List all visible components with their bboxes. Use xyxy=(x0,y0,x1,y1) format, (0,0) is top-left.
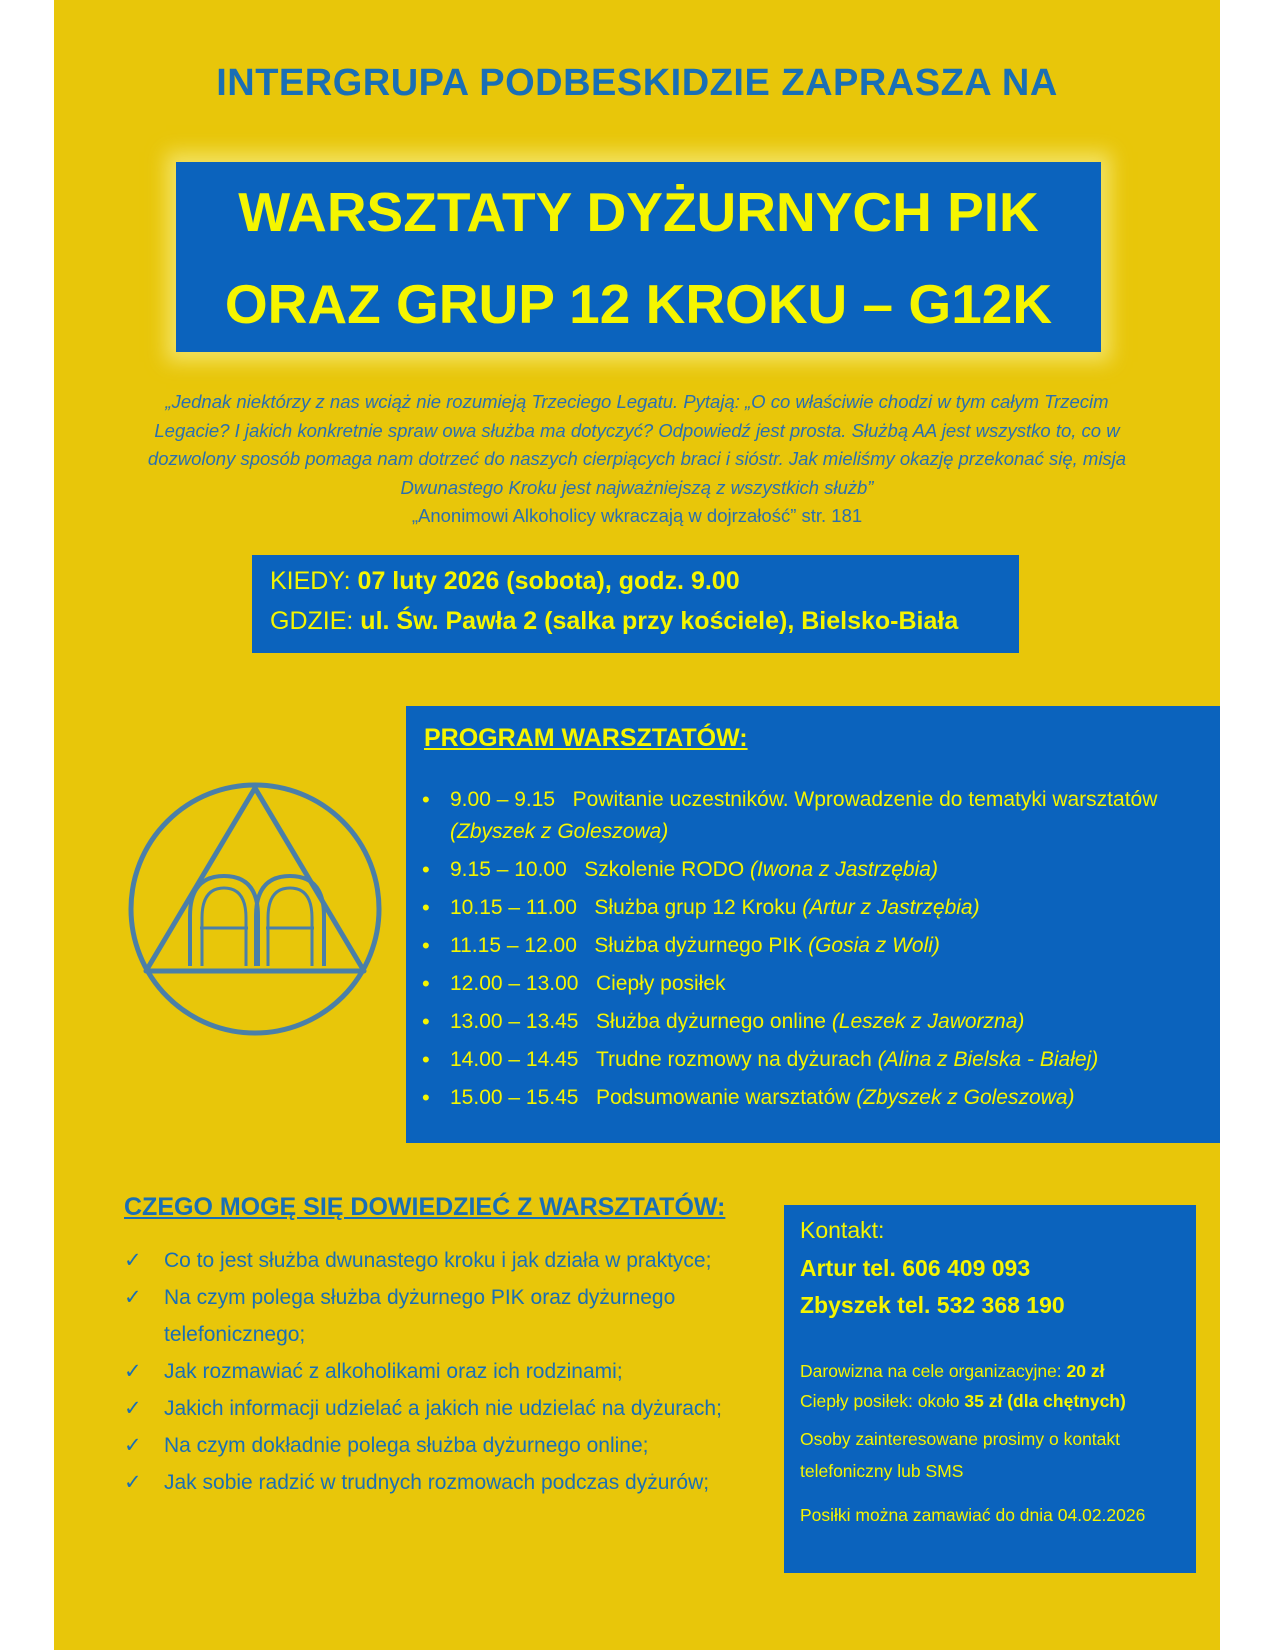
program-speaker: (Leszek z Jaworzna) xyxy=(831,1010,1025,1033)
learn-item-text: Jakich informacji udzielać a jakich nie udzielać na dyżurach; xyxy=(164,1397,722,1420)
title-line-1: WARSZTATY DYŻURNYCH PIK xyxy=(238,181,1039,243)
checkmark-icon: ✓ xyxy=(124,1286,142,1309)
program-time: 14.00 – 14.45 xyxy=(450,1048,579,1071)
program-topic: Ciepły posiłek xyxy=(595,972,726,995)
contact-phone-artur: Artur tel. 606 409 093 xyxy=(800,1255,1031,1281)
checkmark-icon: ✓ xyxy=(124,1249,142,1272)
program-topic: Służba dyżurnego PIK xyxy=(594,934,803,957)
learn-item xyxy=(124,1427,764,1464)
where-value: ul. Św. Pawła 2 (salka przy kościele), Bielsko-Biała xyxy=(360,607,959,635)
program-speaker: (Alina z Bielska - Białej) xyxy=(877,1048,1099,1071)
learn-item-text: Co to jest służba dwunastego kroku i jak działa w praktyce; xyxy=(164,1249,712,1272)
aa-logo-icon xyxy=(114,768,396,1050)
program-item xyxy=(420,930,1210,962)
program-item xyxy=(420,892,1210,924)
program-time: 9.15 – 10.00 xyxy=(450,858,567,881)
learn-item-text: Jak rozmawiać z alkoholikami oraz ich rodzinami; xyxy=(164,1360,623,1383)
when-value: 07 luty 2026 (sobota), godz. 9.00 xyxy=(357,567,740,595)
quote-text: „Jednak niektórzy z nas wciąż nie rozumieją Trzeciego Legatu. Pytają: „O co właściwie chodzi w tym całym Trzecim Legacie? I jakich konkretnie spraw owa służba ma dotyczyć? Odpowiedź jest prosta. Służbą AA jest wszystko to, co w dozwolony sposób pomaga nam dotrzeć do naszych cierpiących braci i sióstr. Jak mieliśmy okazję przekonać się, misja Dwunastego Kroku jest najważniejszą z wszystkich służb” xyxy=(147,391,1127,498)
program-time: 13.00 – 13.45 xyxy=(450,1010,579,1033)
contact-box xyxy=(784,1205,1196,1573)
learn-item xyxy=(124,1390,764,1427)
program-time: 15.00 – 15.45 xyxy=(450,1086,579,1109)
program-item xyxy=(420,1006,1210,1038)
program-item xyxy=(420,784,1210,848)
when-label: KIEDY: xyxy=(270,567,351,595)
program-speaker: (Iwona z Jastrzębia) xyxy=(750,858,938,881)
contact-note: Osoby zainteresowane prosimy o kontakt telefoniczny lub SMS xyxy=(800,1429,1121,1481)
learn-item-text: Na czym dokładnie polega służba dyżurnego online; xyxy=(164,1434,649,1457)
checkmark-icon: ✓ xyxy=(124,1360,142,1383)
learn-title: CZEGO MOGĘ SIĘ DOWIEDZIEĆ Z WARSZTATÓW: xyxy=(124,1193,726,1221)
program-speaker: (Gosia z Woli) xyxy=(808,934,940,957)
program-time: 11.15 – 12.00 xyxy=(450,934,577,957)
meal-line xyxy=(800,1385,1190,1417)
learn-item xyxy=(124,1242,764,1279)
learn-item xyxy=(124,1279,764,1353)
where-label: GDZIE: xyxy=(270,607,354,635)
learn-item-text: Jak sobie radzić w trudnych rozmowach podczas dyżurów; xyxy=(164,1471,710,1494)
quote xyxy=(134,388,1140,531)
program-topic: Służba grup 12 Kroku xyxy=(594,896,797,919)
program-item xyxy=(420,968,1210,1000)
program-title: PROGRAM WARSZTATÓW: xyxy=(424,724,748,752)
program-item xyxy=(420,1082,1210,1114)
checkmark-icon: ✓ xyxy=(124,1471,142,1494)
intro-heading: INTERGRUPA PODBESKIDZIE ZAPRASZA NA xyxy=(216,62,1058,104)
where-line xyxy=(270,607,958,636)
title-line-2: ORAZ GRUP 12 KROKU – G12K xyxy=(224,273,1053,335)
learn-item-text: Na czym polega służba dyżurnego PIK oraz dyżurnego telefonicznego; xyxy=(164,1286,676,1346)
program-topic: Szkolenie RODO xyxy=(584,858,745,881)
learn-list xyxy=(124,1242,764,1501)
title-box xyxy=(176,162,1101,352)
program-box xyxy=(406,706,1220,1143)
program-topic: Służba dyżurnego online xyxy=(595,1010,826,1033)
program-topic: Powitanie uczestników. Wprowadzenie do tematyki warsztatów xyxy=(572,788,1158,811)
checkmark-icon: ✓ xyxy=(124,1397,142,1420)
program-speaker: (Artur z Jastrzębia) xyxy=(802,896,980,919)
program-time: 12.00 – 13.00 xyxy=(450,972,579,995)
meal-deadline: Posiłki można zamawiać do dnia 04.02.2026 xyxy=(800,1505,1146,1525)
program-topic: Trudne rozmowy na dyżurach xyxy=(595,1048,872,1071)
when-line xyxy=(270,567,740,596)
program-topic: Podsumowanie warsztatów xyxy=(595,1086,851,1109)
meal-label: Ciepły posiłek: około xyxy=(800,1391,965,1411)
program-time: 9.00 – 9.15 xyxy=(450,788,556,811)
meal-value: 35 zł (dla chętnych) xyxy=(964,1391,1126,1411)
program-list xyxy=(420,784,1210,1120)
checkmark-icon: ✓ xyxy=(124,1434,142,1457)
learn-item xyxy=(124,1353,764,1390)
contact-heading: Kontakt: xyxy=(800,1217,885,1243)
program-item xyxy=(420,854,1210,886)
program-speaker: (Zbyszek z Goleszowa) xyxy=(856,1086,1075,1109)
donation-line xyxy=(800,1355,1190,1387)
quote-source: „Anonimowi Alkoholicy wkraczają w dojrzałość” str. 181 xyxy=(411,505,863,526)
program-time: 10.15 – 11.00 xyxy=(450,896,577,919)
donation-label: Darowizna na cele organizacyjne: xyxy=(800,1361,1067,1381)
poster xyxy=(54,0,1220,1650)
program-item xyxy=(420,1044,1210,1076)
event-details-box xyxy=(252,555,1019,653)
donation-value: 20 zł xyxy=(1066,1361,1105,1381)
contact-phone-zbyszek: Zbyszek tel. 532 368 190 xyxy=(800,1292,1065,1318)
program-speaker: (Zbyszek z Goleszowa) xyxy=(450,820,669,843)
learn-item xyxy=(124,1464,764,1501)
